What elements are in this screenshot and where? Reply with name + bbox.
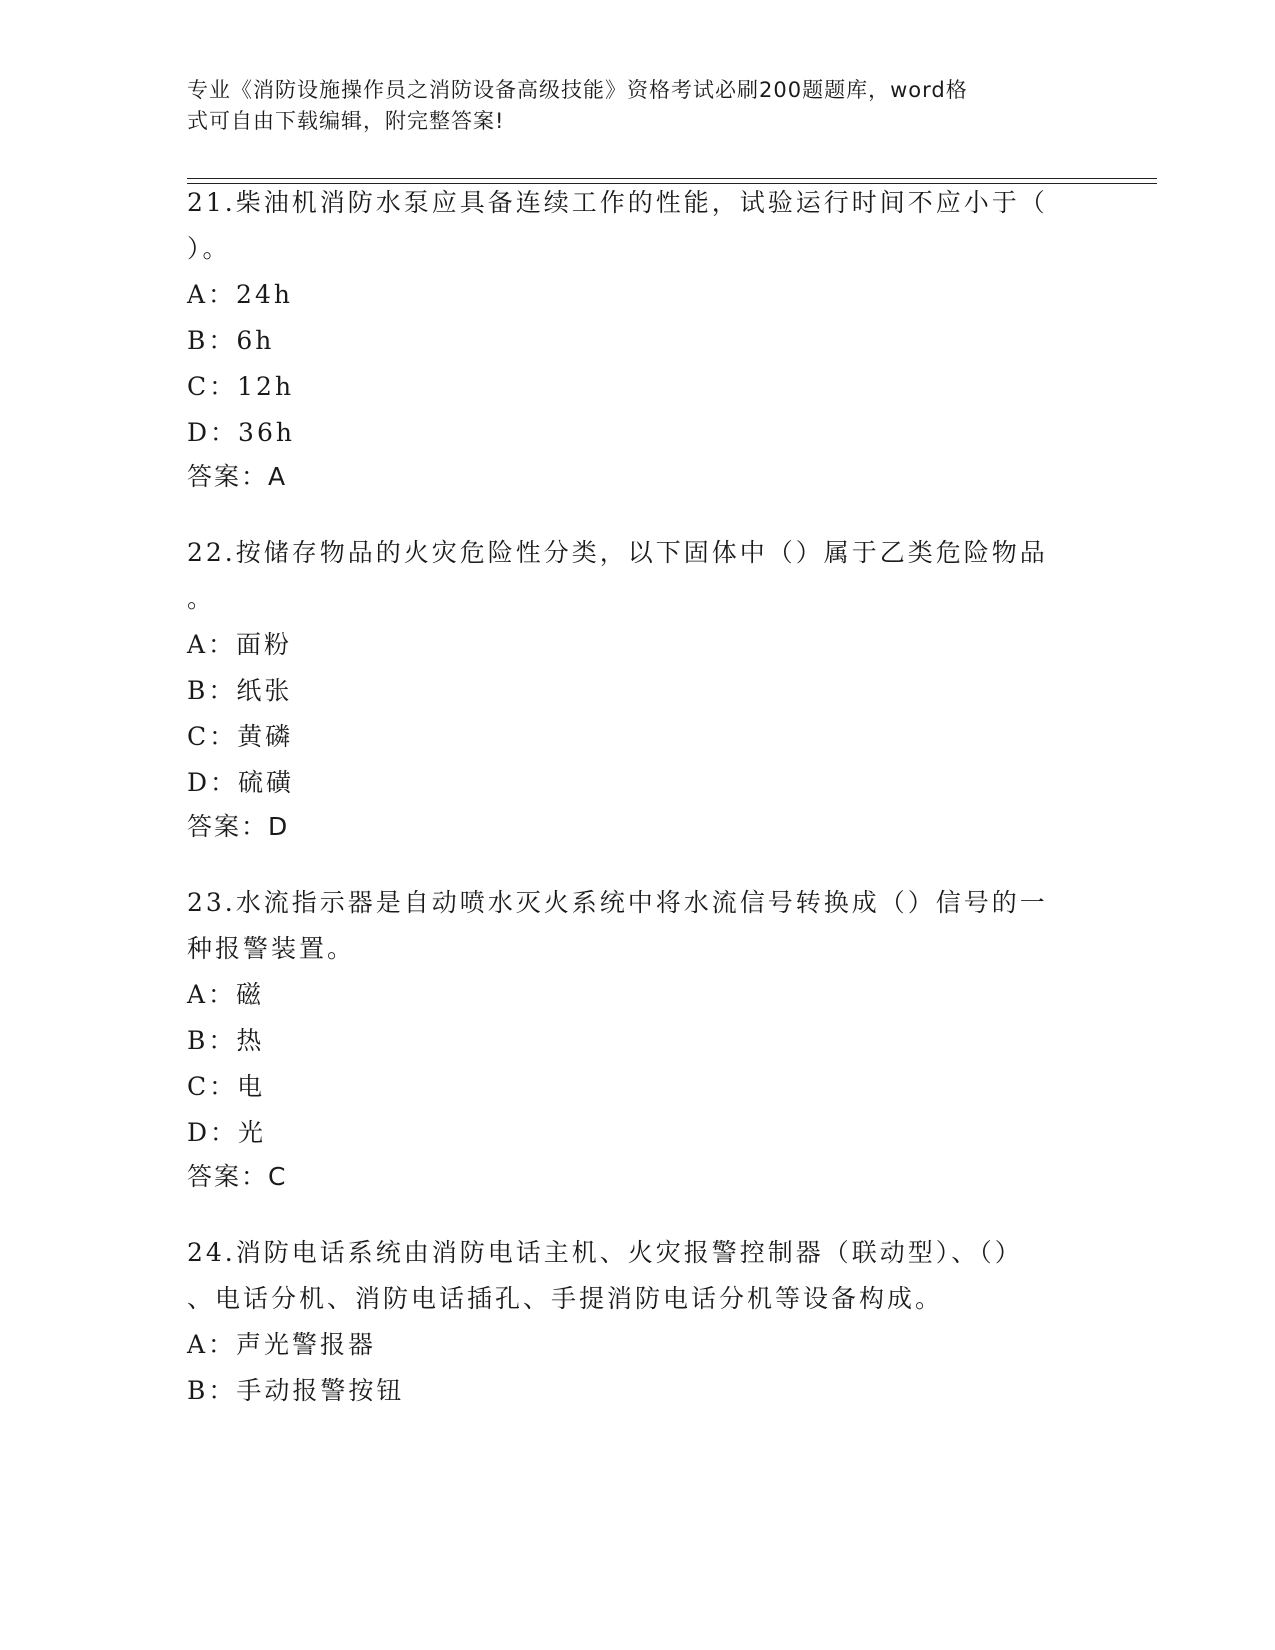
question-stem-line-2: 种报警装置。 xyxy=(187,934,356,963)
document-header xyxy=(187,75,1087,137)
option-a: A：面粉 xyxy=(187,630,293,659)
option-c: C：黄磷 xyxy=(187,722,294,751)
option-b: B：6h xyxy=(187,326,275,355)
question-stem-line-1: 22.按储存物品的火灾危险性分类，以下固体中（）属于乙类危险物品 xyxy=(187,538,1048,567)
option-b: B：热 xyxy=(187,1026,265,1055)
question-stem-line-2: ）。 xyxy=(187,234,231,263)
option-a: A：24h xyxy=(187,280,293,309)
option-c: C：12h xyxy=(187,372,295,401)
answer: 答案：C xyxy=(187,1162,288,1191)
question-23 xyxy=(187,880,1087,1198)
option-b: B：手动报警按钮 xyxy=(187,1376,405,1405)
answer: 答案：D xyxy=(187,812,290,841)
question-24 xyxy=(187,1230,1087,1414)
question-stem-line-1: 23.水流指示器是自动喷水灭火系统中将水流信号转换成（）信号的一 xyxy=(187,888,1048,917)
header-line-1: 专业《消防设施操作员之消防设备高级技能》资格考试必刷200题题库，word格 xyxy=(187,78,968,102)
header-line-2: 式可自由下载编辑，附完整答案! xyxy=(187,109,505,133)
question-stem-line-1: 24.消防电话系统由消防电话主机、火灾报警控制器（联动型）、（） xyxy=(187,1238,1023,1267)
option-d: D：36h xyxy=(187,418,295,447)
question-22 xyxy=(187,530,1087,848)
option-a: A：声光警报器 xyxy=(187,1330,377,1359)
answer: 答案：A xyxy=(187,462,288,491)
question-21 xyxy=(187,180,1087,498)
question-stem-line-1: 21.柴油机消防水泵应具备连续工作的性能，试验运行时间不应小于（ xyxy=(187,188,1048,217)
option-d: D：硫磺 xyxy=(187,768,295,797)
question-stem-line-2: 、电话分机、消防电话插孔、手提消防电话分机等设备构成。 xyxy=(187,1284,944,1313)
option-c: C：电 xyxy=(187,1072,266,1101)
option-d: D：光 xyxy=(187,1118,267,1147)
option-a: A：磁 xyxy=(187,980,265,1009)
option-b: B：纸张 xyxy=(187,676,293,705)
question-stem-line-2: 。 xyxy=(187,584,216,613)
header-divider-top xyxy=(187,178,1157,179)
